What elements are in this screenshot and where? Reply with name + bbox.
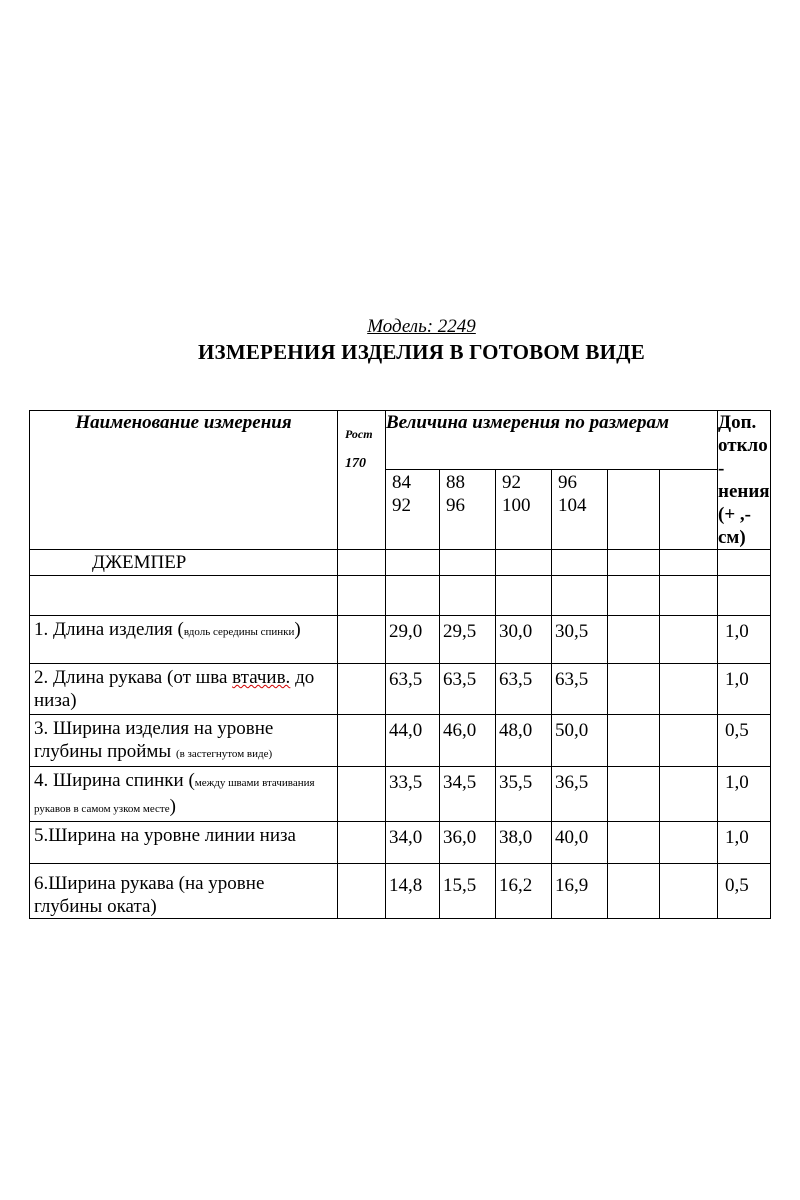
size-cell: 96 104 — [552, 469, 608, 549]
model-number: Модель: 2249 — [367, 316, 476, 337]
measurement-name: 4. Ширина спинки (между швами втачивания рукавов в самом узком месте) — [30, 767, 338, 822]
height-value: 170 — [345, 456, 366, 471]
tolerance-line: Доп. — [718, 412, 757, 433]
value-cell: 16,2 — [496, 864, 552, 919]
value-cell: 35,5 — [496, 767, 552, 822]
measurement-name: 2. Длина рукава (от шва втачив. до низа) — [30, 664, 338, 715]
value-cell: 40,0 — [552, 822, 608, 864]
tolerance-cell: 0,5 — [718, 864, 771, 919]
value-cell: 33,5 — [386, 767, 440, 822]
measurement-name: 5.Ширина на уровне линии низа — [30, 822, 338, 864]
tolerance-cell: 1,0 — [718, 822, 771, 864]
document-title: ИЗМЕРЕНИЯ ИЗДЕЛИЯ В ГОТОВОМ ВИДЕ — [198, 340, 645, 364]
tolerance-line: откло — [718, 435, 768, 456]
value-cell: 50,0 — [552, 715, 608, 767]
value-cell: 30,0 — [496, 616, 552, 664]
value-cell: 29,0 — [386, 616, 440, 664]
header-size-values: Величина измерения по размерам — [386, 411, 718, 470]
table-row — [30, 864, 771, 919]
measurement-table — [29, 410, 771, 919]
tolerance-cell: 0,5 — [718, 715, 771, 767]
value-cell: 34,0 — [386, 822, 440, 864]
size-cell: 92 100 — [496, 469, 552, 549]
value-cell: 38,0 — [496, 822, 552, 864]
tolerance-line: см) — [718, 527, 746, 548]
value-cell: 63,5 — [386, 664, 440, 715]
tolerance-line: - — [718, 458, 725, 479]
garment-row — [30, 550, 771, 576]
value-cell: 29,5 — [440, 616, 496, 664]
value-cell: 63,5 — [552, 664, 608, 715]
value-cell: 48,0 — [496, 715, 552, 767]
blank-row — [30, 576, 771, 616]
table-row — [30, 664, 771, 715]
table-row — [30, 616, 771, 664]
value-cell: 36,5 — [552, 767, 608, 822]
value-cell: 16,9 — [552, 864, 608, 919]
value-cell: 36,0 — [440, 822, 496, 864]
value-cell: 34,5 — [440, 767, 496, 822]
measurement-name: 1. Длина изделия (вдоль середины спинки) — [30, 616, 338, 664]
header-tolerance — [718, 411, 771, 550]
value-cell: 63,5 — [440, 664, 496, 715]
value-cell: 30,5 — [552, 616, 608, 664]
garment-name: ДЖЕМПЕР — [30, 550, 338, 576]
value-cell: 15,5 — [440, 864, 496, 919]
table-row — [30, 715, 771, 767]
tolerance-cell: 1,0 — [718, 616, 771, 664]
tolerance-cell: 1,0 — [718, 767, 771, 822]
empty-cell — [608, 469, 660, 549]
value-cell: 63,5 — [496, 664, 552, 715]
tolerance-line: (+ ,- — [718, 504, 751, 525]
measurement-name: 6.Ширина рукава (на уровне глубины оката) — [30, 864, 338, 919]
header-height — [338, 411, 386, 550]
value-cell: 14,8 — [386, 864, 440, 919]
size-cell: 88 96 — [440, 469, 496, 549]
empty-cell — [660, 469, 718, 549]
tolerance-line: нения — [718, 481, 770, 502]
size-cell: 84 92 — [386, 469, 440, 549]
value-cell: 46,0 — [440, 715, 496, 767]
value-cell: 44,0 — [386, 715, 440, 767]
table-row — [30, 822, 771, 864]
height-label: Рост — [345, 427, 373, 441]
measurement-name: 3. Ширина изделия на уровне глубины проймы (в застегнутом виде) — [30, 715, 338, 767]
tolerance-cell: 1,0 — [718, 664, 771, 715]
header-measurement-name: Наименование измерения — [30, 411, 338, 550]
table-row — [30, 767, 771, 822]
